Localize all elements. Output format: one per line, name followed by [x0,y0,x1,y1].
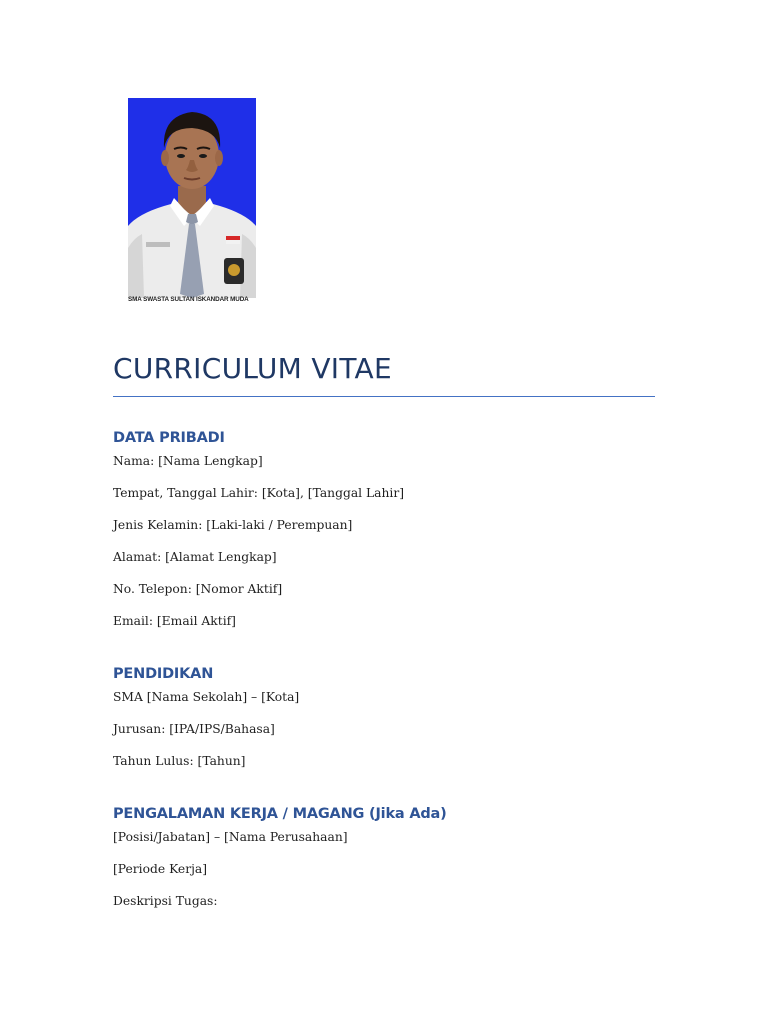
field-email: Email: [Email Aktif] [113,614,236,628]
profile-photo [128,98,256,298]
field-sekolah: SMA [Nama Sekolah] – [Kota] [113,690,300,704]
field-nama: Nama: [Nama Lengkap] [113,454,263,468]
field-periode: [Periode Kerja] [113,862,208,876]
section-data-pribadi [113,430,673,628]
field-jenis-kelamin: Jenis Kelamin: [Laki-laki / Perempuan] [113,518,353,532]
section-pengalaman [113,806,673,908]
field-posisi: [Posisi/Jabatan] – [Nama Perusahaan] [113,830,348,844]
field-alamat: Alamat: [Alamat Lengkap] [113,550,277,564]
section-heading: PENGALAMAN KERJA / MAGANG (Jika Ada) [113,806,447,822]
section-heading: PENDIDIKAN [113,666,214,682]
section-pendidikan [113,666,673,768]
section-heading: DATA PRIBADI [113,430,225,446]
field-telepon: No. Telepon: [Nomor Aktif] [113,582,283,596]
student-portrait-image [128,98,256,298]
field-tahun-lulus: Tahun Lulus: [Tahun] [113,754,246,768]
field-deskripsi-tugas: Deskripsi Tugas: [113,894,218,908]
photo-caption: SMA SWASTA SULTAN ISKANDAR MUDA [128,296,249,303]
field-jurusan: Jurusan: [IPA/IPS/Bahasa] [113,722,275,736]
page-title: CURRICULUM VITAE [113,352,393,385]
title-divider [113,396,655,397]
field-tempat-tanggal-lahir: Tempat, Tanggal Lahir: [Kota], [Tanggal Lahir] [113,486,405,500]
